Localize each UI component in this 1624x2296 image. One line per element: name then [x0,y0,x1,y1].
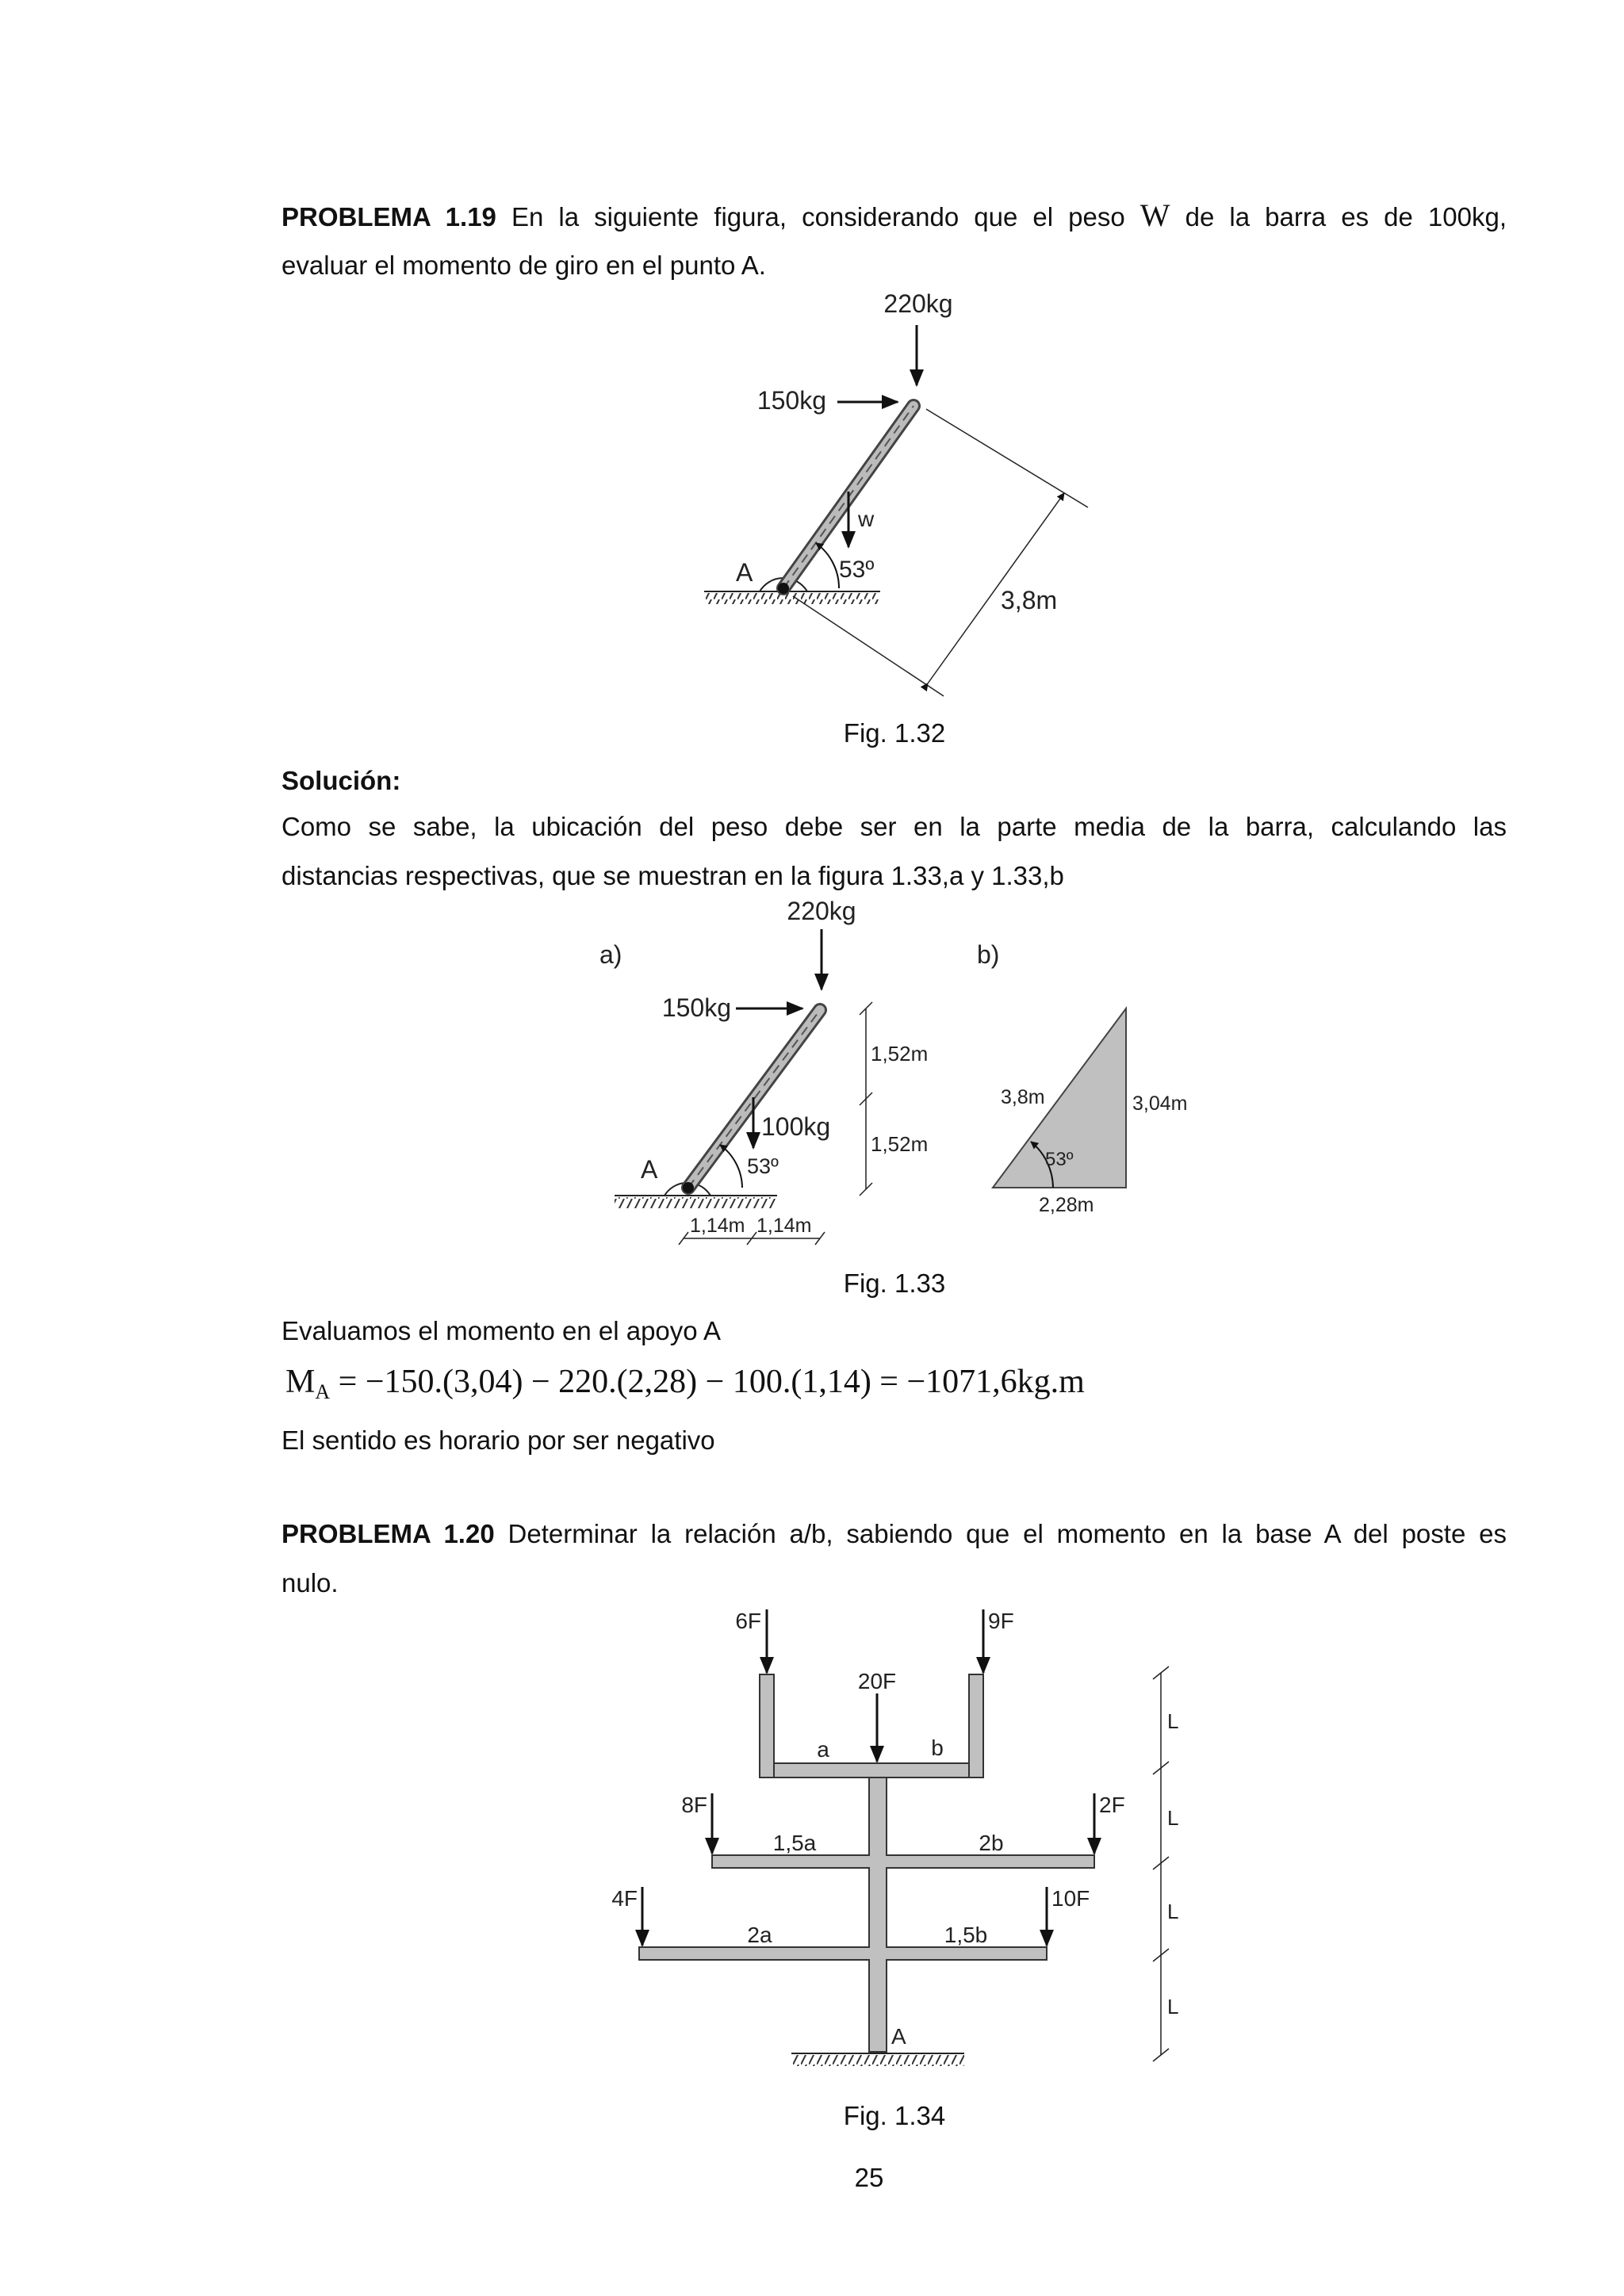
width-right-label: 1,14m [756,1215,812,1237]
distance-2a-label: 2a [747,1923,772,1947]
height-bottom-label: 1,52m [871,1132,929,1156]
load-220-label: 220kg [883,289,953,318]
triangle-base-label: 2,28m [1039,1194,1094,1216]
distance-a-label: a [817,1737,829,1762]
weight-label-133: 100kg [761,1112,831,1141]
evaluation-conclusion: El sentido es horario por ser negativo [282,1425,715,1455]
height-top-label: 1,52m [871,1042,929,1066]
lower-branch [639,1947,1047,1960]
middle-branch [712,1855,1094,1868]
problem-119-paragraph-line2: evaluar el momento de giro en el punto A. [282,251,766,280]
top-branch [760,1763,983,1777]
weight-label-132: w [858,507,875,531]
equation-lhs: M [285,1364,316,1400]
fig-132-caption: Fig. 1.32 [843,718,946,748]
force-8f-label: 8F [681,1793,707,1817]
problem-120-line2: nulo. [282,1568,339,1598]
point-a-label-134: A [891,2024,906,2049]
solution-heading: Solución: [282,766,401,795]
evaluation-intro: Evaluamos el momento en el apoyo A [282,1316,721,1345]
distance-b-label: b [931,1735,944,1760]
page-number: 25 [854,2163,884,2192]
force-10f-label: 10F [1051,1886,1090,1911]
angle-label-133: 53º [747,1154,779,1178]
triangle-height-label: 3,04m [1132,1093,1188,1115]
equation-rhs: = −150.(3,04) − 220.(2,28) − 100.(1,14) = −1071,6kg.m [338,1364,1085,1400]
force-6f-label: 6F [735,1609,761,1633]
problem-120-heading: PROBLEMA 1.20 [282,1519,495,1548]
load-220-label-133: 220kg [787,897,856,925]
fig-133-label-b: b) [977,940,1000,969]
segment-l3-label: L [1167,1900,1179,1923]
problem-119-heading: PROBLEMA 1.19 [282,202,496,232]
problem-120-text: Determinar la relación a/b, sabiendo que el momento en la base A del poste es [508,1519,1507,1548]
triangle-angle-label: 53º [1045,1149,1074,1170]
distance-1-5b-label: 1,5b [944,1923,988,1947]
load-150-label: 150kg [756,386,826,415]
equation-subscript: A [315,1380,331,1403]
segment-l1-label: L [1167,1709,1179,1733]
force-9f-label: 9F [988,1609,1014,1633]
point-a-label-132: A [736,558,753,587]
segment-l4-label: L [1167,1995,1179,2019]
segment-l2-label: L [1167,1806,1179,1830]
point-a-label-133: A [641,1155,658,1184]
problem-119-text-a: En la siguiente figura, considerando que el peso [511,202,1125,232]
ground-hatch-134 [791,2055,964,2066]
force-20f-label: 20F [857,1669,897,1693]
force-2f-label: 2F [1099,1793,1125,1817]
angle-label-132: 53º [839,557,875,583]
fig-134-caption: Fig. 1.34 [843,2101,946,2130]
distance-1-5a-label: 1,5a [772,1831,817,1855]
weight-symbol: W [1139,197,1170,233]
solution-line2: distancias respectivas, que se muestran en la figura 1.33,a y 1.33,b [282,861,1064,890]
force-4f-label: 4F [611,1886,638,1911]
fig-133-caption: Fig. 1.33 [843,1269,946,1298]
solution-line1: Como se sabe, la ubicación del peso debe ser en la parte media de la barra, calculando las [282,812,1507,841]
problem-119-text-b: de la barra es de 100kg, [1185,202,1507,232]
top-right-post [969,1674,983,1777]
distance-2b-label: 2b [979,1831,1004,1855]
top-left-post [760,1674,774,1777]
fig-133-label-a: a) [599,940,622,969]
load-150-label-133: 150kg [661,993,731,1022]
length-label-132: 3,8m [1001,586,1058,614]
triangle-hypotenuse-label: 3,8m [1001,1086,1045,1108]
width-left-label: 1,14m [690,1215,745,1237]
